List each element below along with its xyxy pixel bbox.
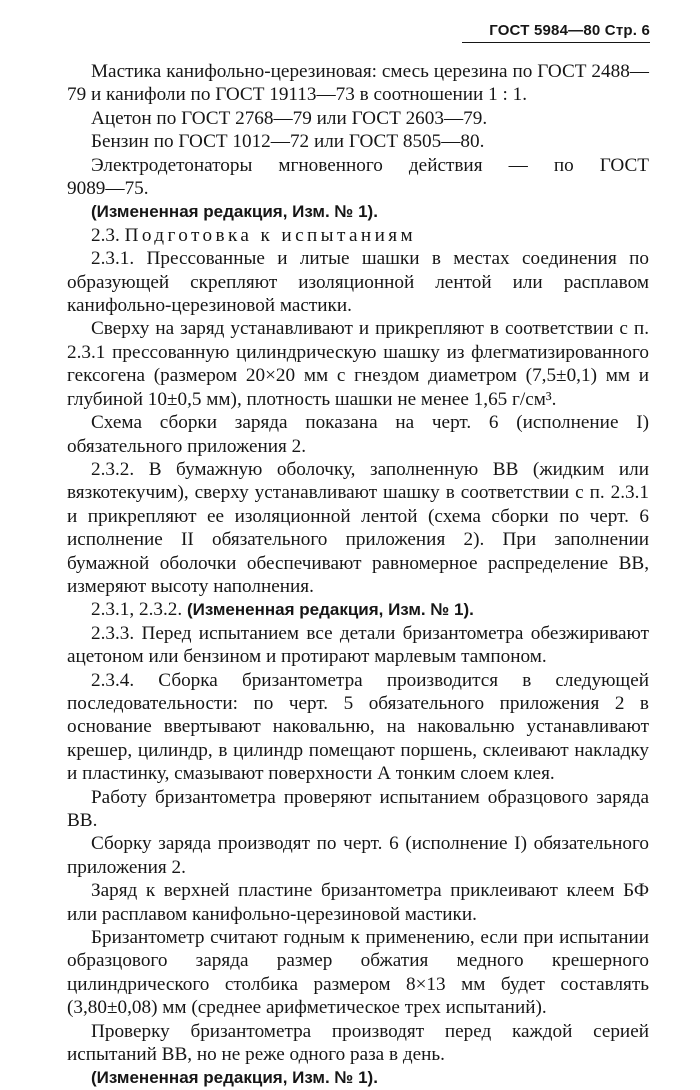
paragraph-elektrodetonatory: Электродетонаторы мгновенного действия — по ГОСТ <box>91 154 649 176</box>
edit-note-text: (Измененная редакция, Изм. № 1). <box>186 600 474 620</box>
paragraph-aceton: Ацетон по ГОСТ 2768—79 или ГОСТ 2603—79. <box>91 107 488 129</box>
paragraph-mastika: Мастика канифольно-церезиновая: смесь церезина по ГОСТ 2488—79 и канифоли по ГОСТ 19113—73 в соотношении 1 : 1. <box>67 61 649 106</box>
paragraph-2-3-4b: Работу бризантометра проверяют испытанием образцового заряда ВВ. <box>67 786 649 831</box>
section-title: Подготовка к испытаниям <box>124 224 417 246</box>
edit-note <box>67 200 649 223</box>
paragraph-2-3-2: 2.3.2. В бумажную оболочку, заполненную ВВ (жидким или вязкотекучим), сверху устанавливают шашку в соответствии с п. 2.3.1 и прикрепляют ее изоляционной лентой (схема сборки по черт. 6 исполнение II обязательного приложения 2). При заполнении бумажной оболочки обеспечивают равномерное распределение ВВ, измеряют высоту наполнения. <box>67 458 649 597</box>
document-body <box>67 60 649 1090</box>
edit-note-text: (Измененная редакция, Изм. № 1). <box>91 1068 378 1088</box>
paragraph-elektrodetonatory-cont: 9089—75. <box>67 178 149 200</box>
paragraph-2-3-4c: Сборку заряда производят по черт. 6 (исполнение I) обязательного приложения 2. <box>67 833 649 878</box>
header-rule <box>462 42 650 43</box>
standard-number: ГОСТ 5984—80 <box>489 22 601 39</box>
section-heading <box>67 224 649 247</box>
paragraph-benzin: Бензин по ГОСТ 1012—72 или ГОСТ 8505—80. <box>91 131 485 153</box>
paragraph-2-3-3: 2.3.3. Перед испытанием все детали бризантометра обезжиривают ацетоном или бензином и протирают марлевым тампоном. <box>67 622 649 668</box>
paragraph-2-3-4f: Проверку бризантометра производят перед каждой серией испытаний ВВ, но не реже одного раза в день. <box>67 1020 649 1066</box>
edit-note <box>67 1066 649 1089</box>
page-number: Стр. 6 <box>604 22 650 39</box>
paragraph-2-3-1: 2.3.1. Прессованные и литые шашки в местах соединения по образующей скрепляют изоляционной лентой или расплавом канифольно-церезиновой мастики. <box>67 248 649 317</box>
paragraph-2-3-1b: Сверху на заряд устанавливают и прикрепляют в соответствии с п. 2.3.1 прессованную цилиндрическую шашку из флегматизированного гексогена (размером 20×20 мм с гнездом диаметром (7,5±0,1) мм и глубиной 10±0,5 мм), плотность шашки не менее 1,65 г/см³. <box>67 318 649 410</box>
section-number: 2.3. <box>91 224 120 246</box>
paragraph-2-3-4: 2.3.4. Сборка бризантометра производится в следующей последовательности: по черт. 5 обязательного приложения 2 в основание ввертывают наковальню, на наковальню устанавливают крешер, цилиндр, в цилиндр помещают поршень, склеивают накладку и пластинку, смазывают поверхности А тонким слоем клея. <box>67 669 649 785</box>
paragraph-2-3-4d: Заряд к верхней пластине бризантометра приклеивают клеем БФ или расплавом канифольно-церезиновой мастики. <box>67 880 649 925</box>
paragraph-2-3-4e: Бризантометр считают годным к применению, если при испытании образцового заряда размер обжатия медного крешерного цилиндрического столбика размером 8×13 мм будет составлять (3,80±0,08) мм (среднее арифметическое трех испытаний). <box>67 927 649 1019</box>
edit-note <box>67 598 649 621</box>
page-header <box>489 22 650 39</box>
paragraph-2-3-1c: Схема сборки заряда показана на черт. 6 (исполнение I) обязательного приложения 2. <box>67 412 649 457</box>
edit-note-refs: 2.3.1, 2.3.2. <box>91 599 183 621</box>
edit-note-text: (Измененная редакция, Изм. № 1). <box>91 202 378 222</box>
